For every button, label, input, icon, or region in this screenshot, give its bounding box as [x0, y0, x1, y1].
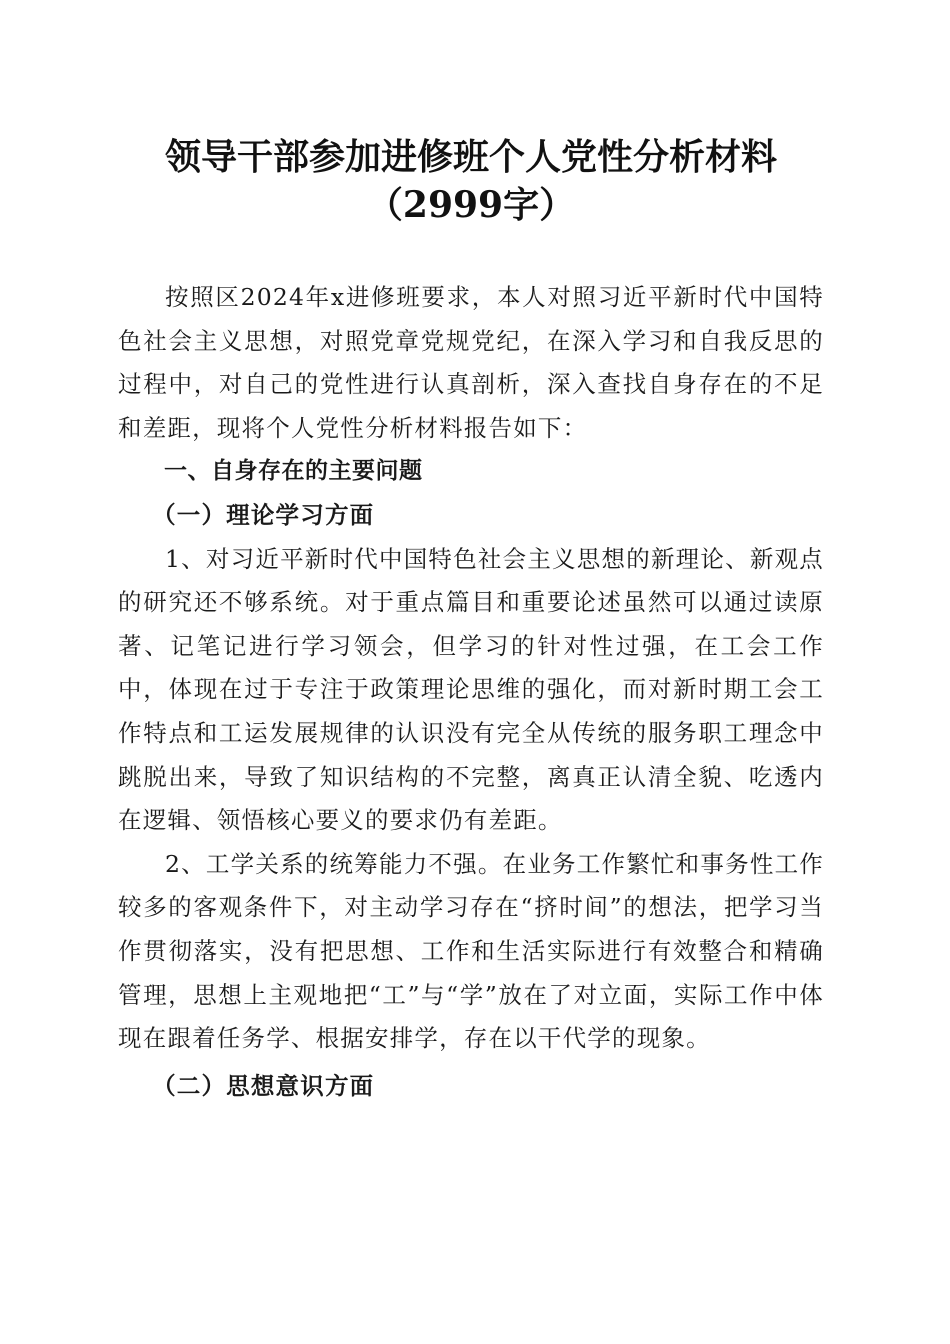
document-body: [118, 276, 824, 1108]
document-title: 领导干部参加进修班个人党性分析材料（2999字）: [164, 136, 777, 226]
subsection-heading: （一）理论学习方面: [152, 500, 375, 529]
body-paragraph: 1、对习近平新时代中国特色社会主义思想的新理论、新观点的研究还不够系统。对于重点篇目和重要论述虽然可以通过读原著、记笔记进行学习领会，但学习的针对性过强，在工会工作中，体现在过于专注于政策理论思维的强化，而对新时期工会工作特点和工运发展规律的认识没有完全从传统的服务职工理念中跳脱出来，导致了知识结构的不完整，离真正认清全貌、吃透内在逻辑、领悟核心要义的要求仍有差距。: [118, 544, 824, 835]
intro-paragraph: 按照区2024年x进修班要求，本人对照习近平新时代中国特色社会主义思想，对照党章党规党纪，在深入学习和自我反思的过程中，对自己的党性进行认真剖析，深入查找自身存在的不足和差距，现将个人党性分析材料报告如下：: [118, 283, 824, 442]
section-heading: 一、自身存在的主要问题: [164, 458, 423, 485]
subsection-heading: （二）思想意识方面: [152, 1071, 375, 1100]
body-paragraph: 2、工学关系的统筹能力不强。在业务工作繁忙和事务性工作较多的客观条件下，对主动学习存在“挤时间”的想法，把学习当作贯彻落实，没有把思想、工作和生活实际进行有效整合和精确管理，思想上主观地把“工”与“学”放在了对立面，实际工作中体现在跟着任务学、根据安排学，存在以干代学的现象。: [118, 849, 824, 1053]
